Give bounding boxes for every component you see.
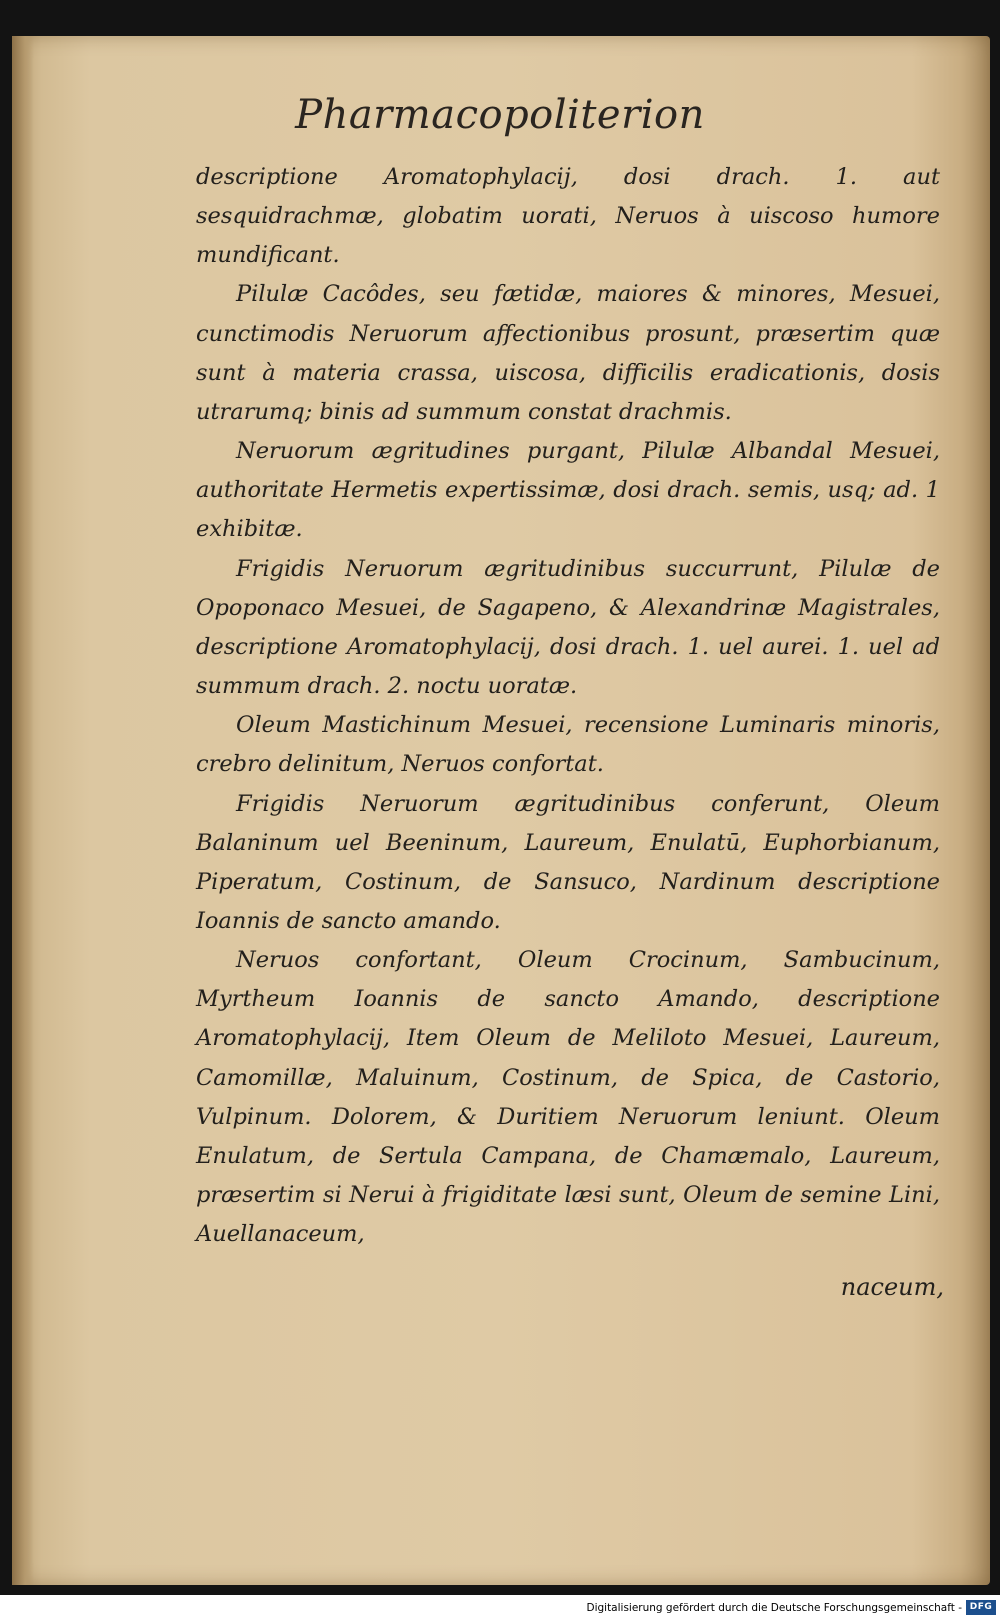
- paragraph: descriptione Aromatophylacij, dosi drach. 1. aut sesquidrachmæ, globatim uorati, Neruos à uiscoso humore mundificant.: [196, 164, 940, 269]
- paragraph: Frigidis Neruorum ægritudinibus succurrunt, Pilulæ de Opoponaco Mesuei, de Sagapeno, & Alexandrinæ Magistrales, descriptione Aromatophylacij, dosi drach. 1. uel aurei. 1. uel ad summum drach. 2. noctu uoratæ.: [196, 555, 940, 700]
- catchword: naceum,: [840, 1273, 944, 1301]
- paragraph: Pilulæ Cacôdes, seu fætidæ, maiores & minores, Mesuei, cunctimodis Neruorum affectionibus prosunt, præsertim quæ sunt à materia crassa, uiscosa, difficilis eradicationis, dosis utrarumq; binis ad summum constat drachmis.: [196, 281, 940, 425]
- digitization-footer: [0, 1597, 1000, 1623]
- body-text: [196, 158, 940, 1254]
- running-head: Pharmacopoliterion: [295, 92, 705, 138]
- paragraph: Frigidis Neruorum ægritudinibus conferunt, Oleum Balaninum uel Beeninum, Laureum, Enulatū, Euphorbianum, Piperatum, Costinum, de Sansuco, Nardinum descriptione Ioannis de sancto amando.: [196, 790, 940, 934]
- paragraph: Oleum Mastichinum Mesuei, recensione Luminaris minoris, crebro delinitum, Neruos confortat.: [196, 712, 940, 778]
- funding-notice: Digitalisierung gefördert durch die Deutsche Forschungsgemeinschaft -: [586, 1602, 962, 1614]
- dfg-logo: DFG: [966, 1600, 996, 1615]
- paragraph: Neruos confortant, Oleum Crocinum, Sambucinum, Myrtheum Ioannis de sancto Amando, descriptione Aromatophylacij, Item Oleum de Meliloto Mesuei, Laureum, Camomillæ, Maluinum, Costinum, de Spica, de Castorio, Vulpinum. Dolorem, & Duritiem Neruorum leniunt. Oleum Enulatum, de Sertula Campana, de Chamæmalo, Laureum, præsertim si Nerui à frigiditate læsi sunt, Oleum de semine Lini, Auellanaceum,: [196, 947, 940, 1248]
- page-gutter-edge: [12, 36, 34, 1585]
- paragraph: Neruorum ægritudines purgant, Pilulæ Albandal Mesuei, authoritate Hermetis expertissimæ, dosi drach. semis, usq; ad. 1 exhibitæ.: [196, 438, 940, 543]
